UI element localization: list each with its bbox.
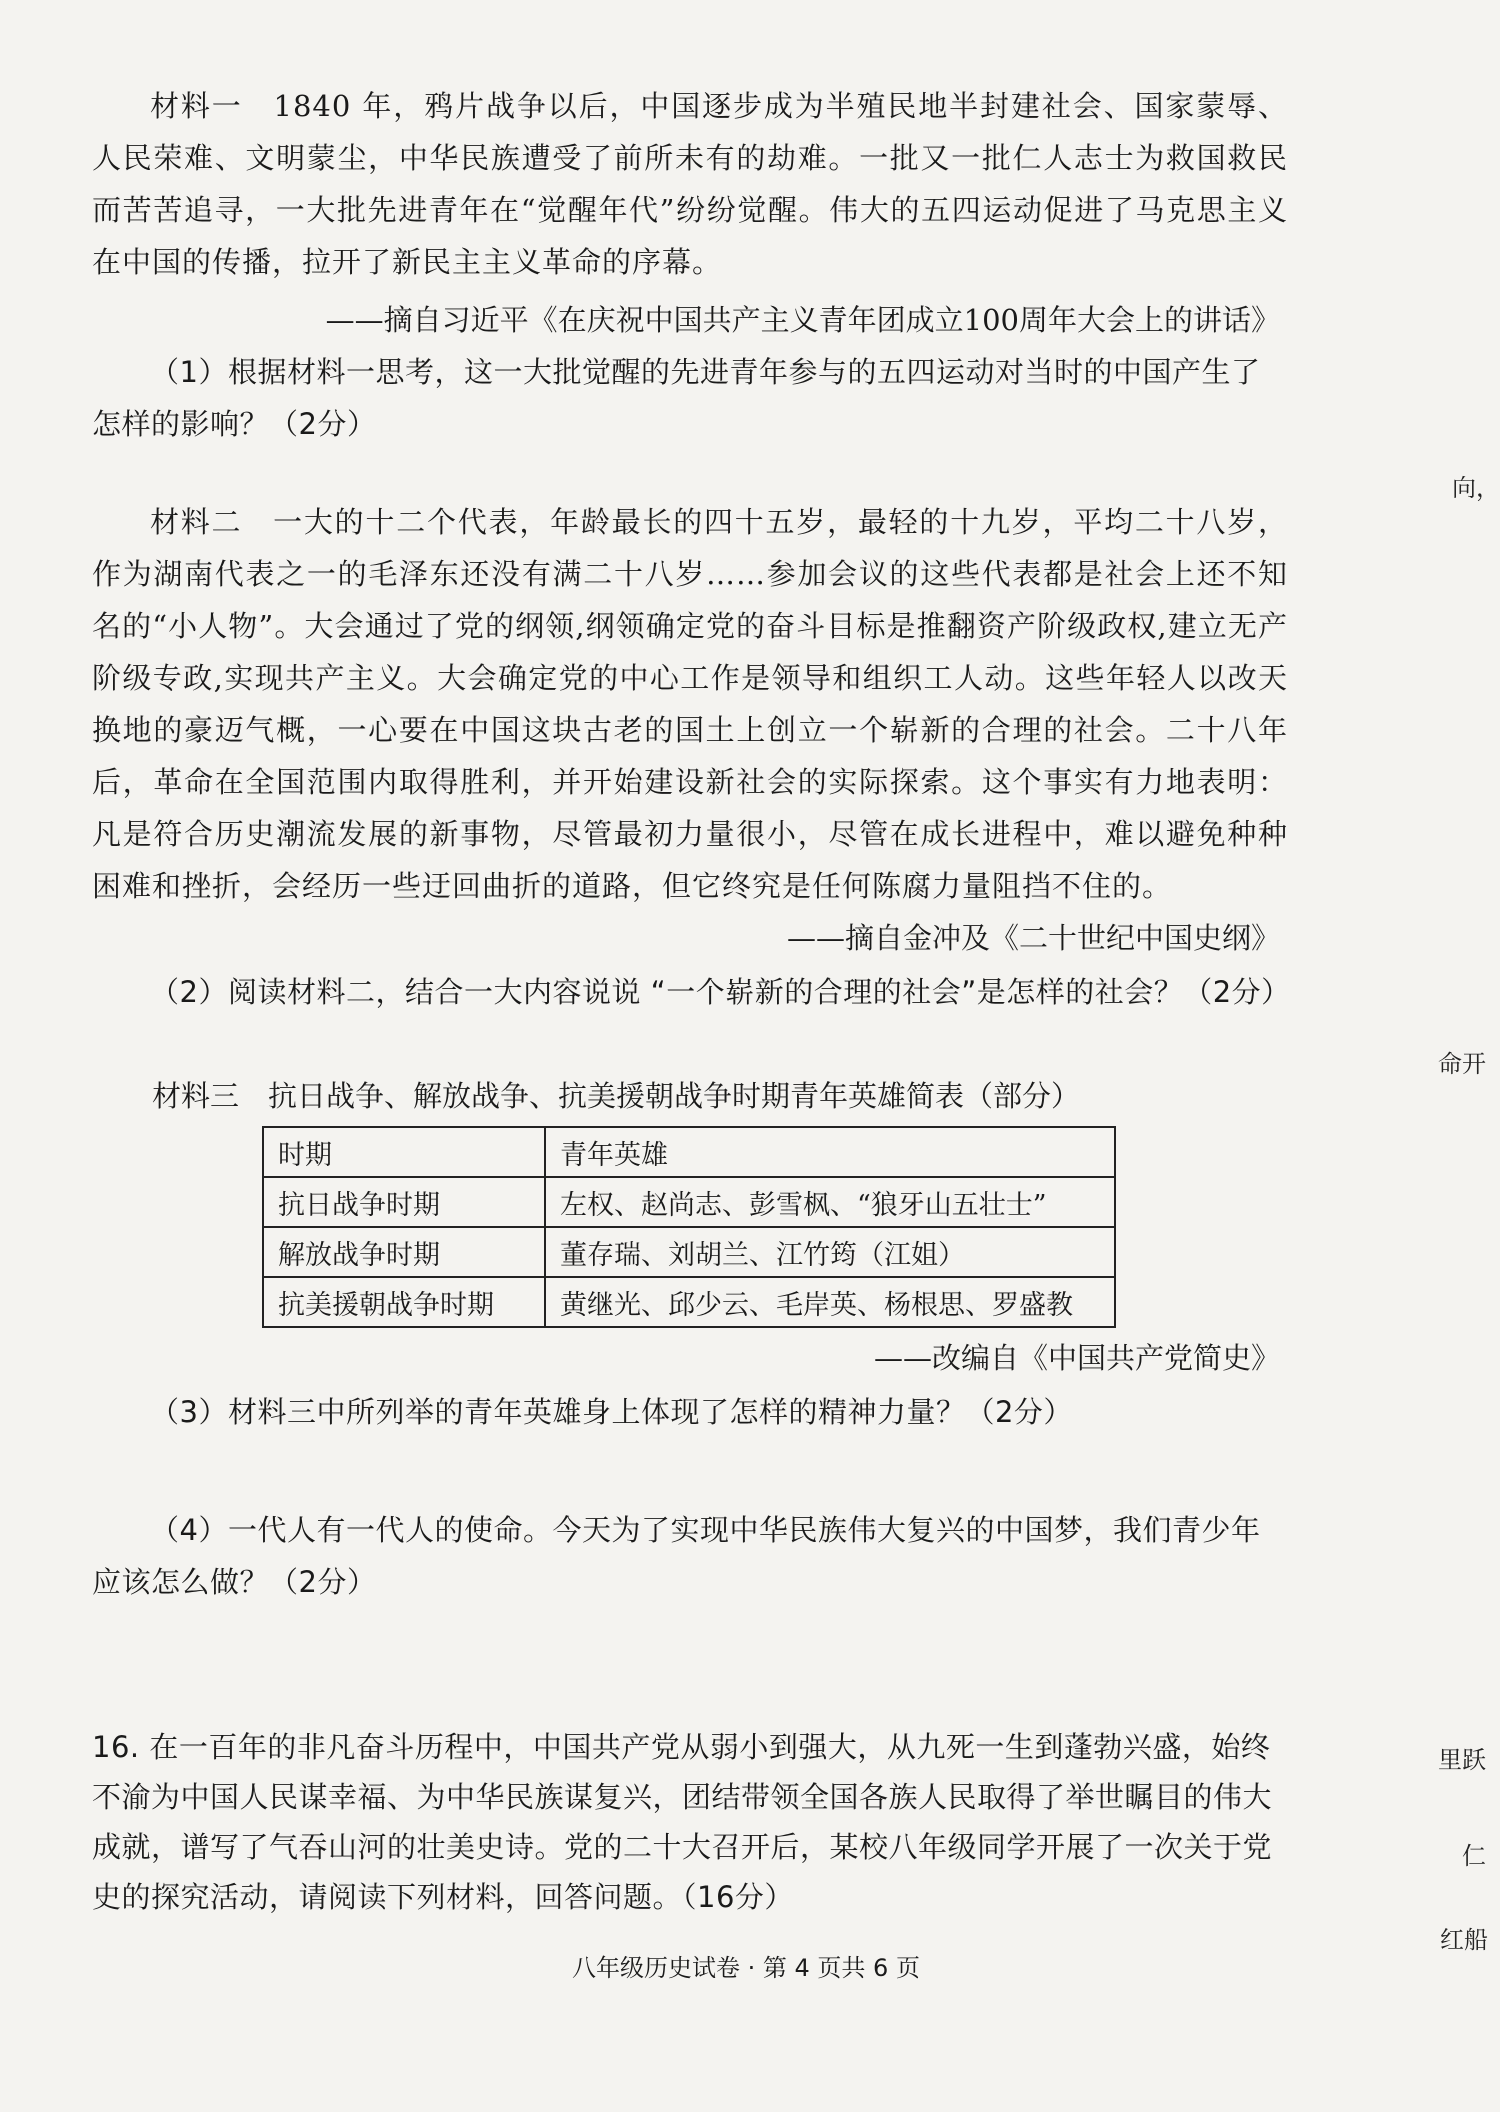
table-cell: 左权、赵尚志、彭雪枫、“狼牙山五壮士” — [545, 1177, 1115, 1227]
margin-note: 仁 — [1462, 1842, 1486, 1870]
table-cell: 黄继光、邱少云、毛岸英、杨根思、罗盛教 — [545, 1277, 1115, 1327]
table-row — [263, 1277, 1115, 1327]
table-row — [263, 1177, 1115, 1227]
margin-note: 命开 — [1438, 1050, 1486, 1078]
question-1: （1）根据材料一思考，这一大批觉醒的先进青年参与的五四运动对当时的中国产生了怎样的影响？（2分） — [92, 355, 1261, 441]
material-3-title: 材料三 抗日战争、解放战争、抗美援朝战争时期青年英雄简表（部分） — [152, 1079, 1081, 1113]
table-header-period: 时期 — [263, 1127, 545, 1177]
material-1-source: ——摘自习近平《在庆祝中国共产主义青年团成立100周年大会上的讲话》 — [325, 303, 1280, 337]
material-2-text: 材料二 一大的十二个代表，年龄最长的四十五岁，最轻的十九岁，平均二十八岁，作为湖南代表之一的毛泽东还没有满二十八岁……参加会议的这些代表都是社会上还不知名的“小人物”。大会通过了党的纲领,纲领确定党的奋斗目标是推翻资产阶级政权,建立无产阶级专政,实现共产主义。大会确定党的中心工作是领导和组织工人动。这些年轻人以改天换地的豪迈气概，一心要在中国这块古老的国土上创立一个崭新的合理的社会。二十八年后，革命在全国范围内取得胜利，并开始建设新社会的实际探索。这个事实有力地表明：凡是符合历史潮流发展的新事物，尽管最初力量很小，尽管在成长进程中，难以避免种种困难和挫折，会经历一些迂回曲折的道路，但它终究是任何陈腐力量阻挡不住的。 — [92, 505, 1288, 903]
table-cell: 董存瑞、刘胡兰、江竹筠（江姐） — [545, 1227, 1115, 1277]
table-cell: 抗日战争时期 — [263, 1177, 545, 1227]
page-footer: 八年级历史试卷 · 第 4 页共 6 页 — [572, 1954, 920, 1982]
question-3: （3）材料三中所列举的青年英雄身上体现了怎样的精神力量？（2分） — [150, 1395, 1073, 1429]
question-2: （2）阅读材料二，结合一大内容说说 “一个崭新的合理的社会”是怎样的社会？（2分） — [150, 975, 1291, 1009]
table-header-heroes: 青年英雄 — [545, 1127, 1115, 1177]
margin-note: 向， — [1452, 474, 1500, 502]
table-row — [263, 1127, 1115, 1177]
material-3-source: ——改编自《中国共产党简史》 — [873, 1341, 1280, 1375]
margin-note: 红船 — [1440, 1926, 1488, 1954]
question-16: 16. 在一百年的非凡奋斗历程中，中国共产党从弱小到强大，从九死一生到蓬勃兴盛，始终不渝为中国人民谋幸福、为中华民族谋复兴，团结带领全国各族人民取得了举世瞩目的伟大成就，谱写了气吞山河的壮美史诗。党的二十大召开后，某校八年级同学开展了一次关于党史的探究活动，请阅读下列材料，回答问题。（16分） — [92, 1730, 1273, 1914]
hero-table — [262, 1126, 1116, 1328]
material-1-text: 材料一 1840 年，鸦片战争以后，中国逐步成为半殖民地半封建社会、国家蒙辱、人民荣难、文明蒙尘，中华民族遭受了前所未有的劫难。一批又一批仁人志士为救国救民而苦苦追寻，一大批先进青年在“觉醒年代”纷纷觉醒。伟大的五四运动促进了马克思主义在中国的传播，拉开了新民主主义革命的序幕。 — [92, 89, 1288, 279]
material-2-source: ——摘自金冲及《二十世纪中国史纲》 — [786, 921, 1280, 955]
table-cell: 解放战争时期 — [263, 1227, 545, 1277]
table-cell: 抗美援朝战争时期 — [263, 1277, 545, 1327]
margin-note: 里跃 — [1438, 1746, 1486, 1774]
question-4: （4）一代人有一代人的使命。今天为了实现中华民族伟大复兴的中国梦，我们青少年应该怎么做？（2分） — [92, 1513, 1261, 1599]
table-row — [263, 1227, 1115, 1277]
